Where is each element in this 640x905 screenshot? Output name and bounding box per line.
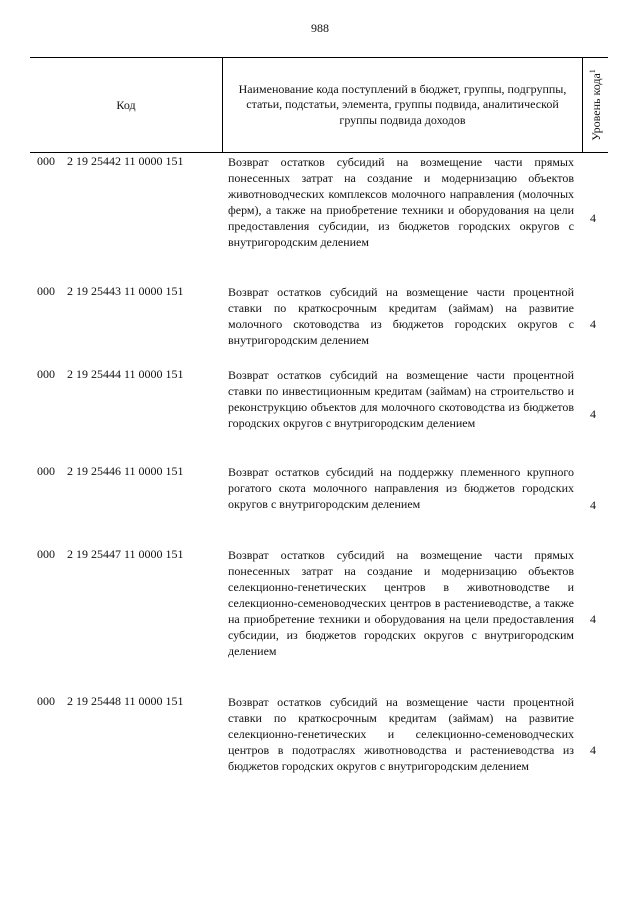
row-name: Возврат остатков субсидий на возмещение части прямых понесенных затрат на создание и модернизацию объектов селекционно-генетических центров в животноводстве и селекционно-семеноводческих центров в растениеводстве, а также на приобретение техники и оборудования на цели предоставления субсидии, из бюджетов городских округов с внутригородским делением <box>228 548 574 658</box>
header-level <box>583 58 608 152</box>
row-level: 4 <box>590 211 596 225</box>
row-code: 000 2 19 25447 11 0000 151 <box>37 547 184 561</box>
page-number: 988 <box>311 21 329 35</box>
row-code: 000 2 19 25443 11 0000 151 <box>37 284 184 298</box>
row-code: 000 2 19 25446 11 0000 151 <box>37 464 184 478</box>
header-level-text <box>588 69 604 141</box>
row-level: 4 <box>590 612 596 626</box>
row-code: 000 2 19 25444 11 0000 151 <box>37 367 184 381</box>
row-name: Возврат остатков субсидий на поддержку племенного крупного рогатого скота молочного направления из бюджетов городских округов с внутригородским делением <box>228 465 574 511</box>
row-name: Возврат остатков субсидий на возмещение части процентной ставки по краткосрочным кредитам (займам) на развитие молочного скотоводства из бюджетов городских округов с внутригородским делением <box>228 285 574 347</box>
row-level: 4 <box>590 498 596 512</box>
row-name: Возврат остатков субсидий на возмещение части процентной ставки по инвестиционным кредитам (займам) на строительство и реконструкцию объектов для молочного скотоводства из бюджетов городских округов с внутригородским делением <box>228 368 574 430</box>
header-level-footnote: 1 <box>587 69 597 74</box>
row-name: Возврат остатков субсидий на возмещение части процентной ставки по краткосрочным кредитам (займам) на развитие селекционно-генетических и селекционно-семеноводческих центров в подотраслях животноводства и растениеводства из бюджетов городских округов с внутригородским делением <box>228 695 574 773</box>
row-name: Возврат остатков субсидий на возмещение части прямых понесенных затрат на создание и модернизацию объектов животноводческих комплексов молочного направления (молочных ферм), а также на приобретение техники и оборудования на цели предоставления субсидии, из бюджетов городских округов с внутригородским делением <box>228 155 574 249</box>
header-level-label: Уровень кода <box>588 73 603 141</box>
row-code: 000 2 19 25448 11 0000 151 <box>37 694 184 708</box>
row-level: 4 <box>590 317 596 331</box>
row-level: 4 <box>590 407 596 421</box>
table-header <box>30 57 608 153</box>
row-code: 000 2 19 25442 11 0000 151 <box>37 154 184 168</box>
row-level: 4 <box>590 743 596 757</box>
header-code: Код <box>30 58 223 152</box>
header-name: Наименование кода поступлений в бюджет, группы, подгруппы, статьи, подстатьи, элемента, группы подвида, аналитической группы подвида доходов <box>223 58 583 152</box>
